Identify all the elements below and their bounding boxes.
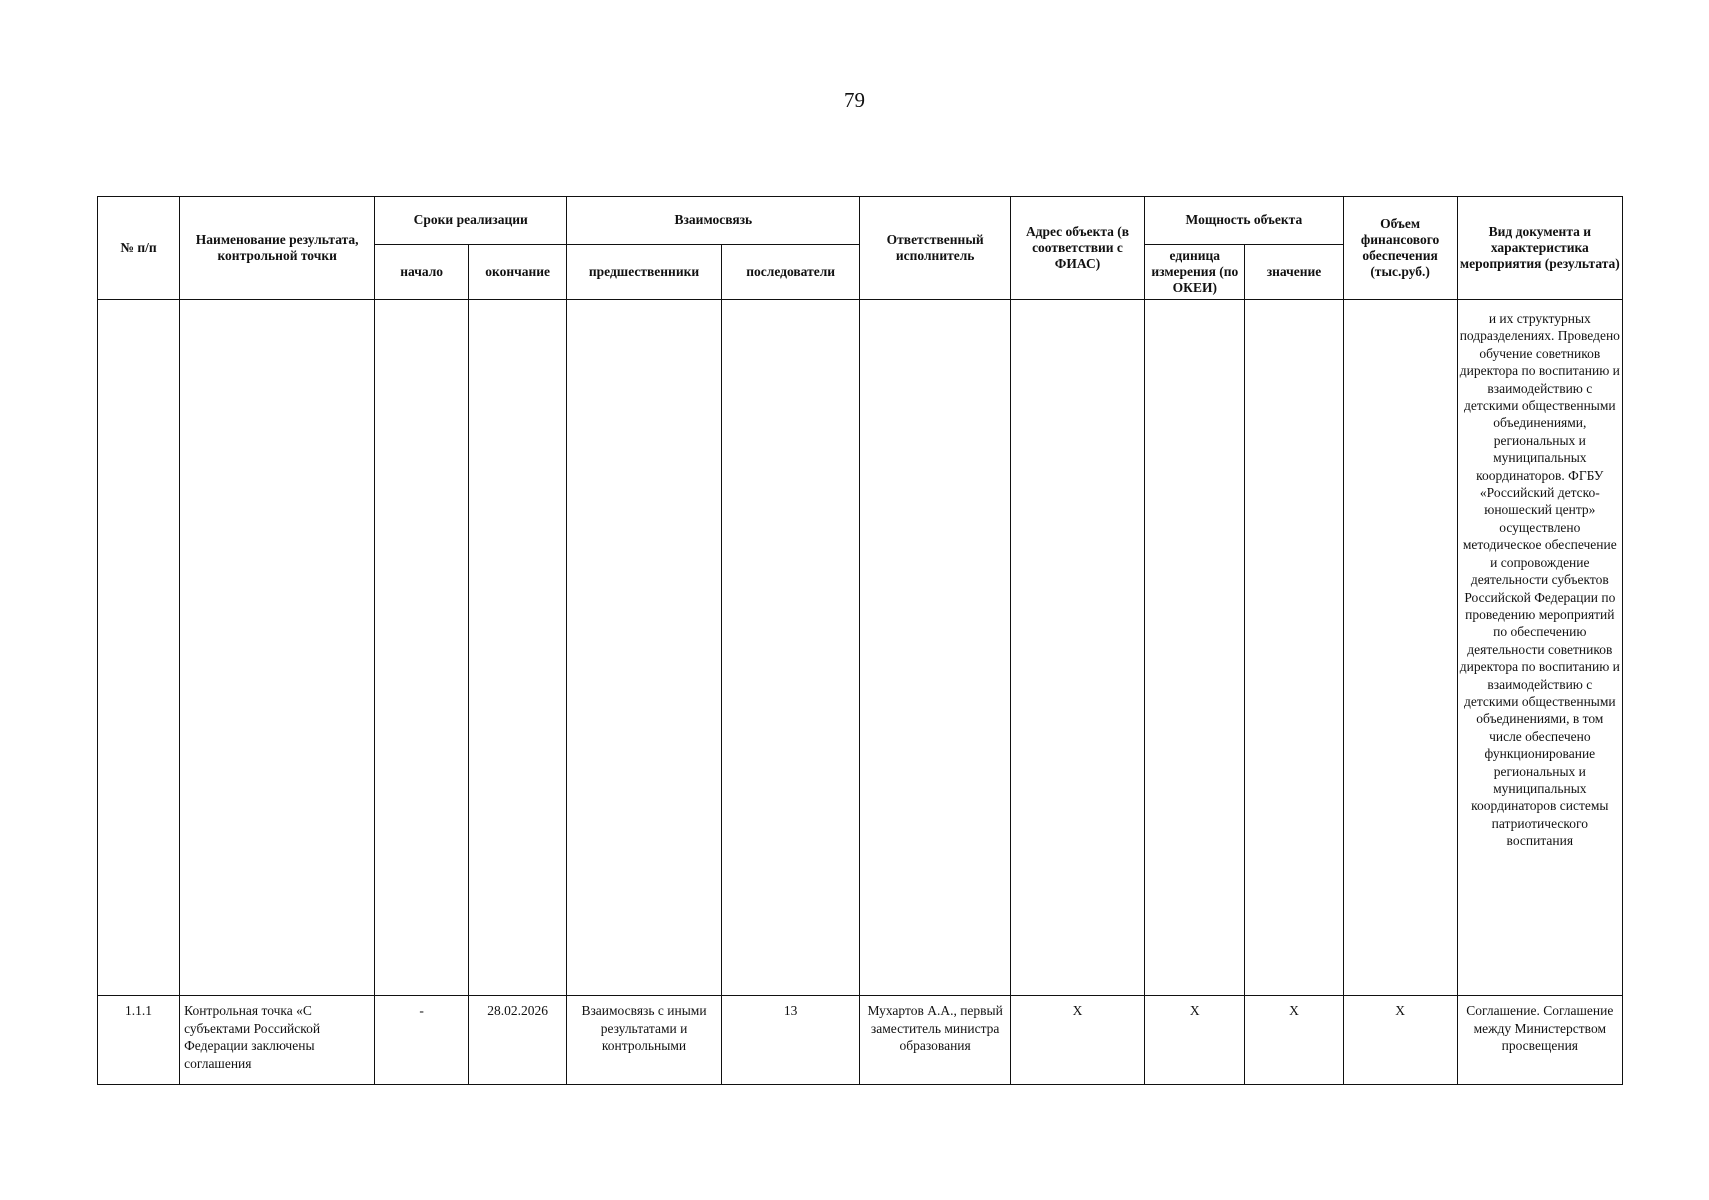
header-relation: Взаимосвязь [567, 197, 860, 245]
header-doc-type: Вид документа и характеристика мероприятия (результата) [1457, 197, 1622, 300]
cell-empty [567, 300, 722, 996]
cell-empty [375, 300, 469, 996]
cp-name: Контрольная точка «С субъектами Российской Федерации заключены соглашения [184, 1003, 321, 1071]
page-number: 79 [844, 88, 865, 112]
cp-end: 28.02.2026 [487, 1003, 549, 1018]
cell-empty [1145, 300, 1245, 996]
cp-address: X [1072, 1003, 1083, 1018]
cp-finance: X [1395, 1003, 1405, 1018]
header-capacity-unit: единица измерения (по ОКЕИ) [1145, 245, 1245, 300]
cell-empty [98, 300, 180, 996]
cell-empty [180, 300, 375, 996]
header-terms: Сроки реализации [375, 197, 567, 245]
cp-doc: Соглашение. Соглашение между Министерством просвещения [1466, 1003, 1614, 1054]
header-start: начало [375, 245, 469, 300]
cell-empty [469, 300, 567, 996]
header-address: Адрес объекта (в соответствии с ФИАС) [1010, 197, 1144, 300]
cell-doc-continuation [1457, 300, 1622, 996]
header-end: окончание [469, 245, 567, 300]
header-successors: последователи [721, 245, 860, 300]
cell-empty [860, 300, 1010, 996]
cp-predecessors: Взаимосвязь с иными результатами и контрольными [581, 1003, 707, 1054]
cp-start: - [419, 1003, 424, 1018]
header-predecessors: предшественники [567, 245, 722, 300]
cell-empty [1245, 300, 1343, 996]
table-row-control-point [98, 996, 1623, 1085]
cp-number: 1.1.1 [125, 1003, 153, 1018]
cp-capacity-unit: X [1189, 1003, 1200, 1018]
header-responsible: Ответственный исполнитель [860, 197, 1010, 300]
header-capacity-value: значение [1245, 245, 1343, 300]
header-number: № п/п [98, 197, 180, 300]
cell-empty [721, 300, 860, 996]
header-finance: Объем финансового обеспечения (тыс.руб.) [1343, 197, 1457, 300]
table-row-continuation [98, 300, 1623, 996]
cp-successors: 13 [783, 1003, 798, 1018]
cell-empty [1343, 300, 1457, 996]
header-capacity: Мощность объекта [1145, 197, 1343, 245]
cp-capacity-value: X [1289, 1003, 1299, 1018]
cp-responsible: Мухартов А.А., первый заместитель министра образования [867, 1003, 1003, 1054]
cell-empty [1010, 300, 1144, 996]
implementation-plan-table [97, 196, 1623, 1085]
header-result-name: Наименование результата, контрольной точки [180, 197, 375, 300]
doc-continuation-text: и их структурных подразделениях. Проведено обучение советников директора по воспитанию и взаимодействию с детскими общественными объединениями, региональных и муниципальных координаторов. ФГБУ «Российский детско-юношеский центр» осуществлено методическое обеспечение и сопровождение деятельности субъектов Российской Федерации по проведению мероприятий по обеспечению деятельности советников директора по воспитанию и взаимодействию с детскими общественными объединениями, в том числе обеспечено функционирование региональных и муниципальных координаторов системы патриотического воспитания [1459, 311, 1620, 849]
